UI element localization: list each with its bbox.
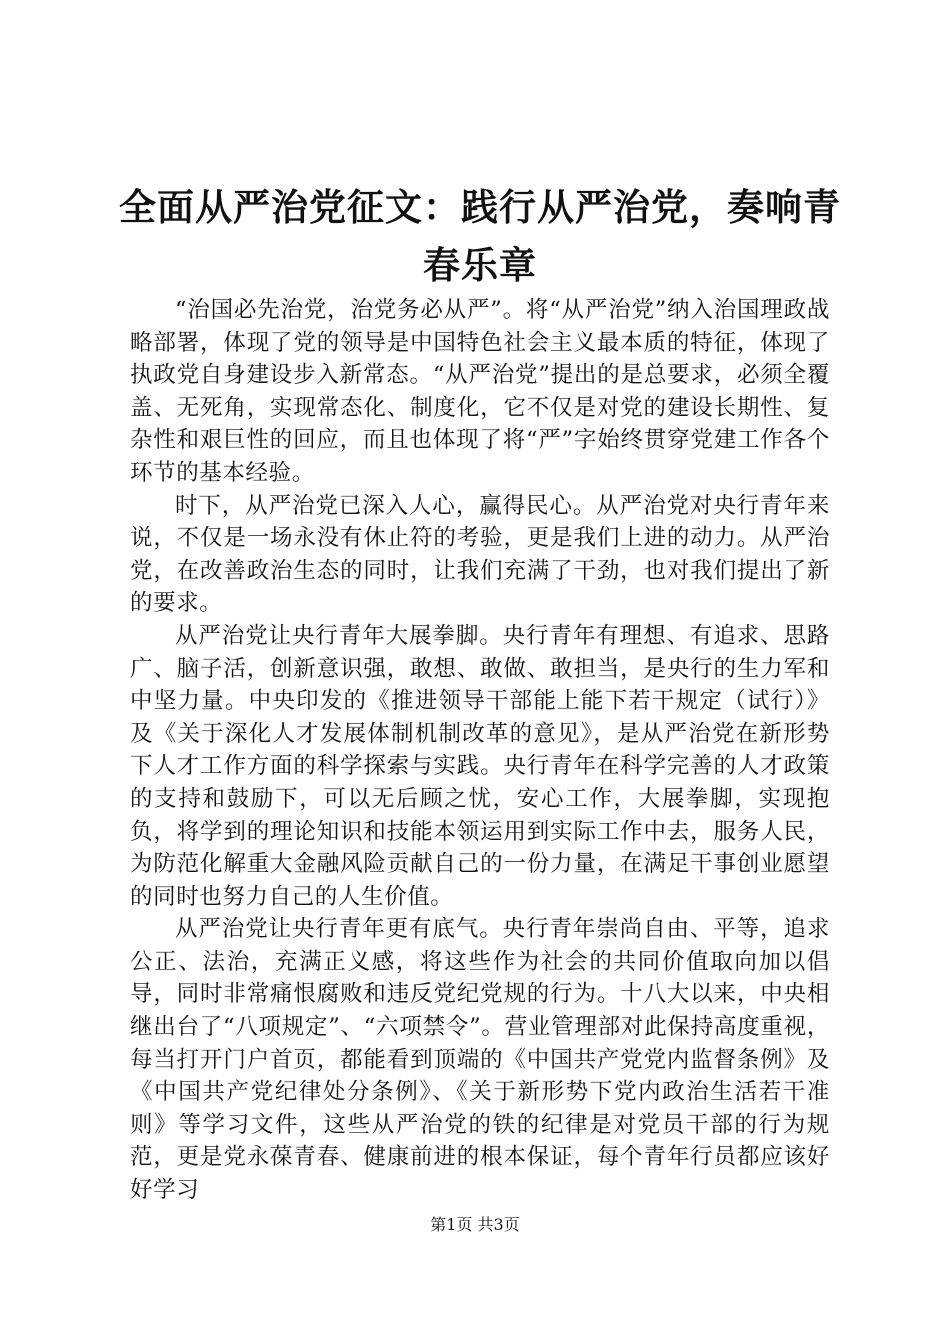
paragraph-3: 从严治党让央行青年大展拳脚。央行青年有理想、有追求、思路广、脑子活，创新意识强，敢想、敢做、敢担当，是央行的生力军和中坚力量。中央印发的《推进领导干部能上能下若干规定（试行）》及《关于深化人才发展体制机制改革的意见》，是从严治党在新形势下人才工作方面的科学探索与实践。央行青年在科学完善的人才政策的支持和鼓励下，可以无后顾之忧，安心工作，大展拳脚，实现抱负，将学到的理论知识和技能本领运用到实际工作中去，服务人民，为防范化解重大金融风险贡献自己的一份力量，在满足干事创业愿望的同时也努力自己的人生价值。 [130,622,830,910]
paragraph-2: 时下，从严治党已深入人心，赢得民心。从严治党对央行青年来说，不仅是一场永没有休止符的考验，更是我们上进的动力。从严治党，在改善政治生态的同时，让我们充满了干劲，也对我们提出了新的要求。 [130,492,830,617]
paragraph-4: 从严治党让央行青年更有底气。央行青年崇尚自由、平等，追求公正、法治，充满正义感，将这些作为社会的共同价值取向加以倡导，同时非常痛恨腐败和违反党纪党规的行为。十八大以来，中央相继出台了“八项规定”、“六项禁令”。营业管理部对此保持高度重视，每当打开门户首页，都能看到顶端的《中国共产党党内监督条例》及《中国共产党纪律处分条例》、《关于新形势下党内政治生活若干准则》等学习文件，这些从严治党的铁的纪律是对党员干部的行为规范，更是党永葆青春、健康前进的根本保证，每个青年行员都应该好好学习 [130,916,830,1204]
page-number-footer: 第1页 共3页 [430,1215,520,1234]
document-title: 全面从严治党征文：践行从严治党，奏响青春乐章 [119,185,841,287]
paragraph-1: “治国必先治党，治党务必从严”。将“从严治党”纳入治国理政战略部署，体现了党的领导是中国特色社会主义最本质的特征，体现了执政党自身建设步入新常态。“从严治党”提出的是总要求，必须全覆盖、无死角，实现常态化、制度化，它不仅是对党的建设长期性、复杂性和艰巨性的回应，而且也体现了将“严”字始终贯穿党建工作各个环节的基本经验。 [130,297,830,486]
document-body [130,294,830,1207]
